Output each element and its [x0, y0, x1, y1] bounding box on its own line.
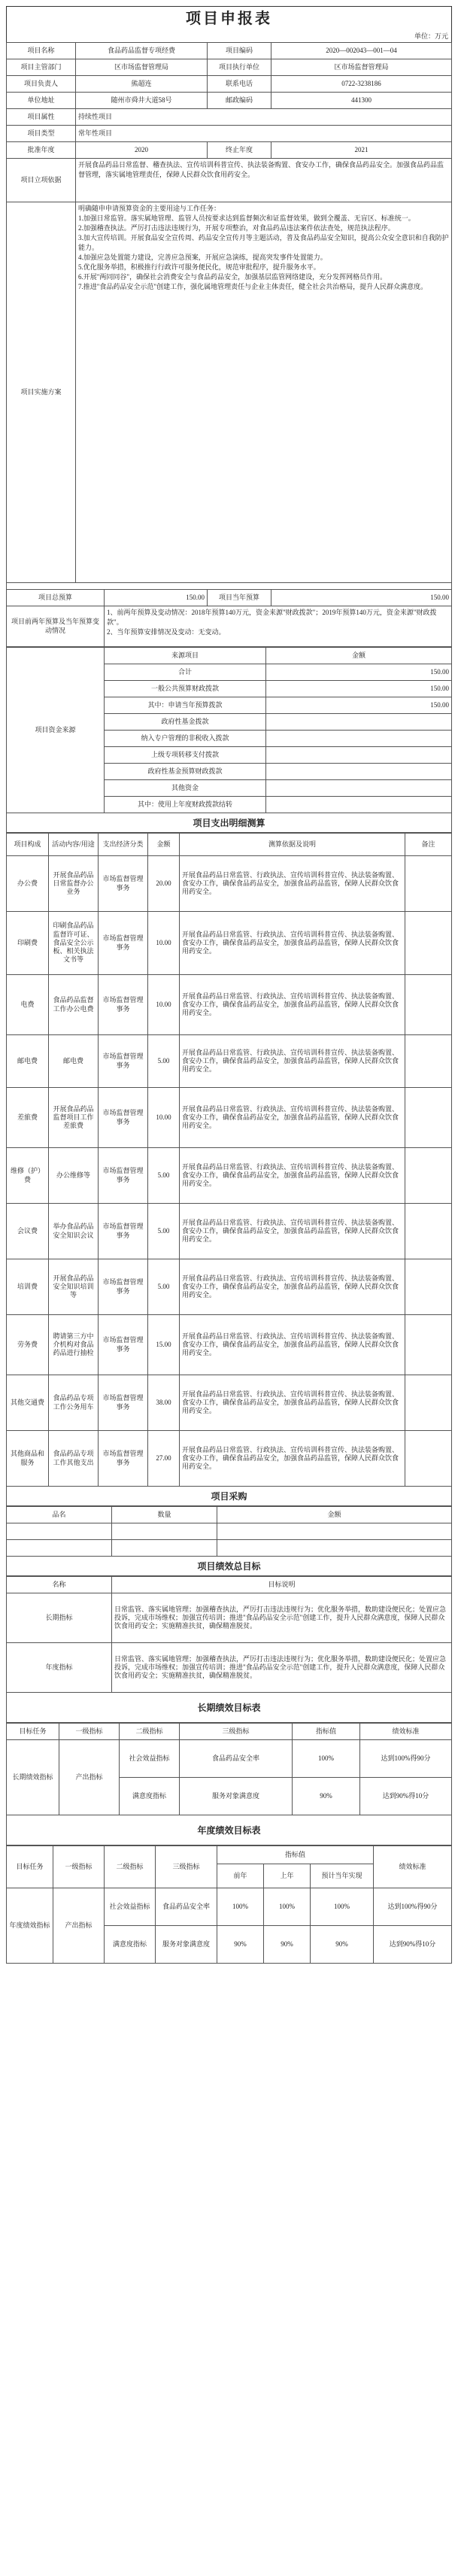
goal-name: 年度指标 [7, 1643, 112, 1693]
annual-header-standard: 绩效标准 [374, 1846, 452, 1888]
annual-value-cell: 100% [264, 1888, 311, 1926]
budget-item: 邮电费 [7, 1035, 49, 1088]
goal-table [6, 1576, 452, 1693]
budget-amount: 15.00 [148, 1315, 180, 1375]
page-title: 项目申报表 [6, 6, 452, 30]
budget-item: 其他交通费 [7, 1375, 49, 1431]
budget-remark [405, 1259, 452, 1315]
budget-basis: 开展食品药品日常监管、行政执法、宣传培训科普宣传、执法装备购置、食安办工作，确保食品药品安全，加强食品药品监管，保障人民群众饮食用药安全。 [180, 1431, 405, 1487]
budget-header-cell: 测算依据及说明 [180, 834, 405, 856]
long-value-cell: 90% [293, 1778, 360, 1815]
annual-level3-cell: 服务对象满意度 [156, 1926, 217, 1964]
budget-remark [405, 975, 452, 1035]
fund-source-item: 其中：使用上年度财政拨款结转 [105, 797, 266, 813]
fund-source-item: 其中：申请当年预算拨款 [105, 697, 266, 714]
budget-basis: 开展食品药品日常监管、行政执法、宣传培训科普宣传、执法装备购置、食安办工作，确保食品药品安全，加强食品药品监管，保障人民群众饮食用药安全。 [180, 1315, 405, 1375]
total-budget-value: 150.00 [105, 590, 208, 606]
fund-source-amount [266, 780, 452, 797]
long-standard-cell: 达到100%得90分 [360, 1740, 452, 1778]
budget-class: 市场监督管理事务 [99, 1088, 148, 1148]
fund-source-item: 政府性基金预算财政拨款 [105, 764, 266, 780]
fund-source-amount [266, 714, 452, 731]
annual-header-level3: 三级指标 [156, 1846, 217, 1888]
budget-row [7, 975, 452, 1035]
goal-header-cell: 名称 [7, 1577, 112, 1593]
plan-label: 项目实施方案 [7, 202, 76, 583]
annual-level2-cell: 社会效益指标 [105, 1888, 156, 1926]
info-label: 项目主管部门 [7, 59, 76, 76]
end-year-label: 终止年度 [208, 142, 271, 159]
budget-item: 差旅费 [7, 1088, 49, 1148]
info-value: 441300 [271, 93, 452, 109]
budget-usage: 办公维修等 [49, 1148, 99, 1204]
annual-level3-cell: 食品药品安全率 [156, 1888, 217, 1926]
annual-value-cell: 90% [217, 1926, 264, 1964]
budget-class: 市场监督管理事务 [99, 1259, 148, 1315]
budget-usage: 邮电费 [49, 1035, 99, 1088]
budget-row [7, 1259, 452, 1315]
annual-subheader-current: 预计当年实现 [311, 1864, 374, 1888]
goal-desc: 日常监管、落实属地管理；加强稽查执法，严厉打击违法违规行为；优化服务举措，数助建设便民化；处置应急投诉，完成市场维权；加强宣传培训；推进"食品药品安全示范"创建工作，提升人民群众满意度，保障人民群众饮食用药安全；实施精准扶贫，确保精准脱贫。 [112, 1643, 452, 1693]
goal-row [7, 1593, 452, 1643]
budget-item: 培训费 [7, 1259, 49, 1315]
budget-remark [405, 1088, 452, 1148]
budget-remark [405, 1375, 452, 1431]
project-type-value: 常年性项目 [76, 126, 452, 142]
budget-remark [405, 1035, 452, 1088]
annual-task-cell: 年度绩效指标 [7, 1888, 53, 1964]
info-value: 食品药品监督专项经费 [76, 43, 208, 59]
budget-class: 市场监督管理事务 [99, 1035, 148, 1088]
budget-usage: 食品药品专项工作公务用车 [49, 1375, 99, 1431]
info-label: 项目执行单位 [208, 59, 271, 76]
project-attr-label: 项目属性 [7, 109, 76, 126]
budget-class: 市场监督管理事务 [99, 1148, 148, 1204]
fund-source-item: 纳入专户管理的非税收入拨款 [105, 731, 266, 747]
budget-item: 维修（护）费 [7, 1148, 49, 1204]
long-header-cell: 绩效标准 [360, 1724, 452, 1740]
budget-row [7, 1315, 452, 1375]
purchase-empty-cell [7, 1540, 112, 1557]
budget-header-cell: 活动内容/用途 [49, 834, 99, 856]
budget-remark [405, 912, 452, 975]
project-attr-value: 持续性项目 [76, 109, 452, 126]
budget-amount: 5.00 [148, 1259, 180, 1315]
budget-header-cell: 项目构成 [7, 834, 49, 856]
fund-source-amount: 金额 [266, 648, 452, 664]
fund-source-amount [266, 747, 452, 764]
approve-year-value: 2020 [76, 142, 208, 159]
goal-desc: 日常监管、落实属地管理；加强稽查执法，严厉打击违法违规行为；优化服务举措，数助建设便民化；处置应急投诉，完成市场维权；加强宣传培训；推进"食品药品安全示范"创建工作，提升人民群众满意度，保障人民群众饮食用药安全；实施精准扶贫，确保精准脱贫。 [112, 1593, 452, 1643]
prev-budget-text: 1、前两年预算及变动情况：2018年预算140万元，资金来源"财政拨款"；2019年预算140万元，资金来源"财政拨款"。 2、当年预算安排情况及变动：无变动。 [105, 606, 452, 647]
info-row [7, 43, 452, 59]
budget-usage: 食品药品监督工作办公电费 [49, 975, 99, 1035]
info-label: 项目名称 [7, 43, 76, 59]
budget-usage: 印刷食品药品监督许可证、食品安全公示板、相关执法文书等 [49, 912, 99, 975]
purchase-empty-cell [217, 1523, 452, 1540]
long-level3-cell: 服务对象满意度 [180, 1778, 293, 1815]
budget-class: 市场监督管理事务 [99, 1431, 148, 1487]
budget-basis: 开展食品药品日常监管、行政执法、宣传培训科普宣传、执法装备购置、食安办工作，确保食品药品安全，加强食品药品监管，保障人民群众饮食用药安全。 [180, 1204, 405, 1259]
info-row [7, 93, 452, 109]
budget-row [7, 912, 452, 975]
purchase-header-cell: 金额 [217, 1507, 452, 1523]
budget-row [7, 1431, 452, 1487]
long-level2-cell: 满意度指标 [120, 1778, 180, 1815]
budget-item: 其他商品和服务 [7, 1431, 49, 1487]
budget-amount: 5.00 [148, 1148, 180, 1204]
purchase-header-cell: 数量 [112, 1507, 217, 1523]
budget-header-cell: 支出经济分类 [99, 834, 148, 856]
info-label: 邮政编码 [208, 93, 271, 109]
budget-item: 印刷费 [7, 912, 49, 975]
fund-source-row [7, 648, 452, 664]
budget-basis: 开展食品药品日常监管、行政执法、宣传培训科普宣传、执法装备购置、食安办工作，确保食品药品安全，加强食品药品监管，保障人民群众饮食用药安全。 [180, 1148, 405, 1204]
budget-usage: 开展食品药品安全知识培训等 [49, 1259, 99, 1315]
annual-standard-cell: 达到100%得90分 [374, 1888, 452, 1926]
annual-table [6, 1845, 452, 1964]
info-table [6, 42, 452, 583]
budget-row [7, 856, 452, 912]
fund-source-amount: 150.00 [266, 681, 452, 697]
purchase-empty-cell [112, 1523, 217, 1540]
budget-remark [405, 1315, 452, 1375]
budget-usage: 举办食品药品安全知识会议 [49, 1204, 99, 1259]
info-value: 随州市舜井大道58号 [76, 93, 208, 109]
long-header-cell: 目标任务 [7, 1724, 59, 1740]
budget-row [7, 1204, 452, 1259]
budget-usage: 食品药品专项工作其他支出 [49, 1431, 99, 1487]
info-label: 项目编码 [208, 43, 271, 59]
fund-source-item: 来源项目 [105, 648, 266, 664]
unit-label: 单位：万元 [6, 30, 452, 42]
fund-source-item: 一般公共预算财政拨款 [105, 681, 266, 697]
long-term-table [6, 1723, 452, 1815]
budget-class: 市场监督管理事务 [99, 1375, 148, 1431]
budget-row [7, 1088, 452, 1148]
annual-value-cell: 90% [264, 1926, 311, 1964]
basis-label: 项目立项依据 [7, 159, 76, 202]
prev-budget-label: 项目前两年预算及当年预算变动情况 [7, 606, 105, 647]
budget-amount: 10.00 [148, 912, 180, 975]
budget-remark [405, 856, 452, 912]
long-header-cell: 指标值 [293, 1724, 360, 1740]
long-term-title: 长期绩效目标表 [6, 1693, 452, 1723]
budget-amount: 20.00 [148, 856, 180, 912]
budget-basis: 开展食品药品日常监管、行政执法、宣传培训科普宣传、执法装备购置、食安办工作，确保食品药品安全，加强食品药品监管，保障人民群众饮食用药安全。 [180, 975, 405, 1035]
budget-usage: 聘请第三方中介机构对食品药品进行抽检 [49, 1315, 99, 1375]
goal-title: 项目绩效总目标 [6, 1557, 452, 1576]
budget-amount: 5.00 [148, 1204, 180, 1259]
budget-amount: 5.00 [148, 1035, 180, 1088]
info-label: 单位地址 [7, 93, 76, 109]
info-row [7, 59, 452, 76]
budget-class: 市场监督管理事务 [99, 856, 148, 912]
info-value: 熊超连 [76, 76, 208, 93]
long-header-cell: 三级指标 [180, 1724, 293, 1740]
budget-basis: 开展食品药品日常监管、行政执法、宣传培训科普宣传、执法装备购置、食安办工作，确保食品药品安全，加强食品药品监管，保障人民群众饮食用药安全。 [180, 1035, 405, 1088]
info-value: 区市场监督管理局 [76, 59, 208, 76]
long-task-cell: 长期绩效指标 [7, 1740, 59, 1815]
total-budget-label: 项目总预算 [7, 590, 105, 606]
year-budget-label: 项目当年预算 [208, 590, 271, 606]
info-label: 联系电话 [208, 76, 271, 93]
budget-header-cell: 金额 [148, 834, 180, 856]
annual-header-task: 目标任务 [7, 1846, 53, 1888]
purchase-empty-cell [7, 1523, 112, 1540]
end-year-value: 2021 [271, 142, 452, 159]
goal-header-cell: 目标说明 [112, 1577, 452, 1593]
purchase-empty-cell [217, 1540, 452, 1557]
budget-header-cell: 备注 [405, 834, 452, 856]
budget-row [7, 1035, 452, 1088]
budget-remark [405, 1204, 452, 1259]
plan-text: 明确随申申请预算资金的主要用途与工作任务： 1.加强日常监管。落实属地管理、监管人员按要求达到监督频次和证监督效果，做到全覆盖、无盲区、标准统一。 2.加强稽查执法。严厉打击违法违规行为，开展专项整治，对食品药品违法案件依法查处，规范执法程序。 3.加大宣传培训。开展食品安全宣传周、药品安全宣传月等主题活动，普及食品药品安全知识，提高公众安全意识和自我防护能力。 4.加强应急处置能力建设，完善应急预案，开展应急演练，提高突发事件处置能力。 5.优化服务举措，积极推行行政许可服务便民化，规范审批程序，提升服务水平。 6.开展"两同同谷"，确保社会消费安全与食品药品安全，加强基层监管网络建设，充分发挥网格员作用。 7.推进"食品药品安全示范"创建工作，强化属地管理责任与企业主体责任，健全社会共治格局，提升人民群众满意度。 [76, 202, 452, 583]
annual-level2-cell: 满意度指标 [105, 1926, 156, 1964]
budget-basis: 开展食品药品日常监管、行政执法、宣传培训科普宣传、执法装备购置、食安办工作，确保食品药品安全，加强食品药品监管，保障人民群众饮食用药安全。 [180, 1088, 405, 1148]
budget-item: 办公费 [7, 856, 49, 912]
basis-text: 开展食品药品日常监督、稽查执法、宣传培训科普宣传、执法装备购置、食安办工作，确保食品药品安全。加强食品药品监督管理，落实属地管理责任，保障人民群众饮食用药安全。 [76, 159, 452, 202]
budget-amount: 10.00 [148, 975, 180, 1035]
annual-standard-cell: 达到90%得10分 [374, 1926, 452, 1964]
budget-item: 电费 [7, 975, 49, 1035]
annual-value-cell: 90% [311, 1926, 374, 1964]
annual-value-cell: 100% [311, 1888, 374, 1926]
fund-source-amount [266, 731, 452, 747]
annual-level1-cell: 产出指标 [53, 1888, 105, 1964]
fund-source-item: 上级专项转移支付拨款 [105, 747, 266, 764]
budget-basis: 开展食品药品日常监管、行政执法、宣传培训科普宣传、执法装备购置、食安办工作，确保食品药品安全，加强食品药品监管，保障人民群众饮食用药安全。 [180, 856, 405, 912]
fund-source-amount [266, 764, 452, 780]
budget-detail-table [6, 833, 452, 1487]
fund-source-table [6, 647, 452, 813]
long-header-cell: 二级指标 [120, 1724, 180, 1740]
long-header-cell: 一级指标 [59, 1724, 120, 1740]
annual-value-cell: 100% [217, 1888, 264, 1926]
budget-detail-title: 项目支出明细测算 [6, 813, 452, 833]
info-row [7, 76, 452, 93]
purchase-header-cell: 品名 [7, 1507, 112, 1523]
budget-basis: 开展食品药品日常监管、行政执法、宣传培训科普宣传、执法装备购置、食安办工作，确保食品药品安全，加强食品药品监管，保障人民群众饮食用药安全。 [180, 912, 405, 975]
budget-remark [405, 1431, 452, 1487]
fund-source-item: 其他资金 [105, 780, 266, 797]
budget-amount: 38.00 [148, 1375, 180, 1431]
budget-remark [405, 1148, 452, 1204]
budget-usage: 开展食品药品监督项目工作差旅费 [49, 1088, 99, 1148]
info-label: 项目负责人 [7, 76, 76, 93]
fund-source-amount: 150.00 [266, 697, 452, 714]
budget-item: 会议费 [7, 1204, 49, 1259]
info-value: 2020—002043—001—04 [271, 43, 452, 59]
budget-amount: 10.00 [148, 1088, 180, 1148]
budget-row [7, 1148, 452, 1204]
annual-title: 年度绩效目标表 [6, 1815, 452, 1845]
project-type-label: 项目类型 [7, 126, 76, 142]
purchase-title: 项目采购 [6, 1487, 452, 1506]
annual-subheader-last: 上年 [264, 1864, 311, 1888]
fund-source-item: 政府性基金拨款 [105, 714, 266, 731]
budget-class: 市场监督管理事务 [99, 1204, 148, 1259]
long-standard-cell: 达到90%得10分 [360, 1778, 452, 1815]
budget-class: 市场监督管理事务 [99, 912, 148, 975]
goal-row [7, 1643, 452, 1693]
budget-usage: 开展食品药品日常监督办公业务 [49, 856, 99, 912]
long-level3-cell: 食品药品安全率 [180, 1740, 293, 1778]
budget-basis: 开展食品药品日常监管、行政执法、宣传培训科普宣传、执法装备购置、食安办工作，确保食品药品安全，加强食品药品监管，保障人民群众饮食用药安全。 [180, 1375, 405, 1431]
long-level2-cell: 社会效益指标 [120, 1740, 180, 1778]
annual-header-value: 指标值 [217, 1846, 374, 1864]
goal-name: 长期指标 [7, 1593, 112, 1643]
info-value: 区市场监督管理局 [271, 59, 452, 76]
year-budget-value: 150.00 [271, 590, 452, 606]
budget-class: 市场监督管理事务 [99, 1315, 148, 1375]
budget-item: 劳务费 [7, 1315, 49, 1375]
info-value: 0722-3238186 [271, 76, 452, 93]
budget-amount: 27.00 [148, 1431, 180, 1487]
annual-header-level2: 二级指标 [105, 1846, 156, 1888]
approve-year-label: 批准年度 [7, 142, 76, 159]
long-value-cell: 100% [293, 1740, 360, 1778]
fund-source-amount [266, 797, 452, 813]
purchase-table [6, 1506, 452, 1557]
budget-class: 市场监督管理事务 [99, 975, 148, 1035]
fund-source-amount: 150.00 [266, 664, 452, 681]
annual-subheader-before-last: 前年 [217, 1864, 264, 1888]
fund-source-label: 项目资金来源 [7, 648, 105, 813]
budget-row [7, 1375, 452, 1431]
purchase-empty-cell [112, 1540, 217, 1557]
budget-basis: 开展食品药品日常监管、行政执法、宣传培训科普宣传、执法装备购置、食安办工作，确保食品药品安全，加强食品药品监管，保障人民群众饮食用药安全。 [180, 1259, 405, 1315]
annual-header-level1: 一级指标 [53, 1846, 105, 1888]
fund-source-item: 合计 [105, 664, 266, 681]
budget-summary-table [6, 589, 452, 647]
long-level1-cell: 产出指标 [59, 1740, 120, 1815]
